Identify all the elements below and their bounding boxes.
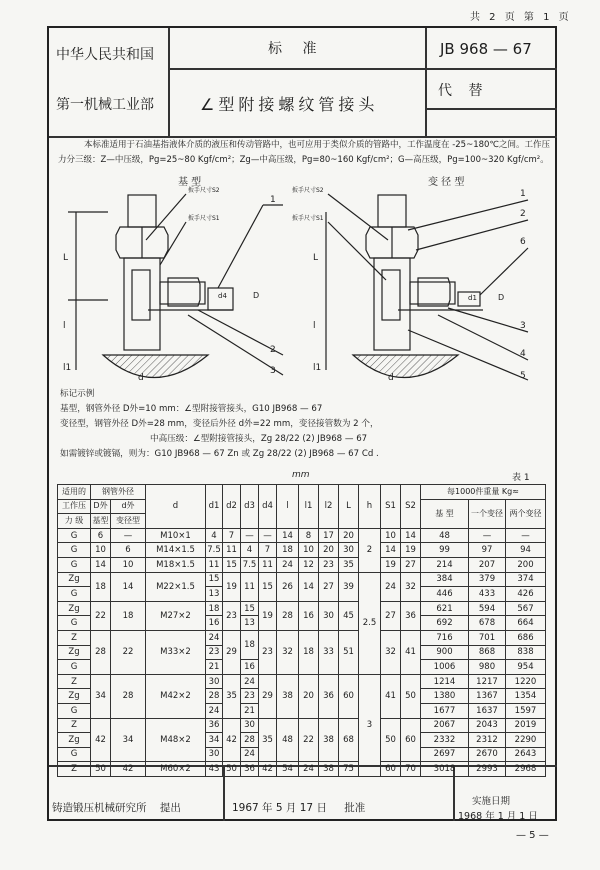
dim-d2: 29 <box>223 630 241 674</box>
divider <box>425 108 557 110</box>
table-row <box>58 557 546 572</box>
pressure-class: G <box>58 528 91 543</box>
page-count: 共 2 页 第 1 页 <box>470 12 572 23</box>
wrench-s1-label: 扳手尺寸S1 <box>292 215 324 222</box>
weight-one-reducer: 701 <box>469 630 506 645</box>
header-pressure: 工作压 <box>58 499 91 514</box>
dim-D: D <box>253 291 260 300</box>
pressure-class: Z <box>58 762 91 777</box>
weight-basic: 214 <box>421 557 469 572</box>
weight-two-reducer: 426 <box>506 587 546 602</box>
pipe-od-basic: 18 <box>91 572 111 601</box>
dim-S2: 14 <box>401 528 421 543</box>
dim-S1: 19 <box>381 557 401 572</box>
example-line: 如需镀锌或镀镉，则为：G10 JB968 — 67 Zn 或 Zg 28/22 (2) JB968 — 67 Cd . <box>60 449 379 459</box>
dim-l2: 36 <box>319 674 339 718</box>
table-row <box>58 762 546 777</box>
dim-l2: 38 <box>319 718 339 762</box>
weight-one-reducer: 594 <box>469 601 506 616</box>
weight-basic: 692 <box>421 616 469 631</box>
example-line: 基型，钢管外径 D外=10 mm：∠型附接管接头，G10 JB968 — 67 <box>60 404 323 414</box>
header-l1: l1 <box>299 485 319 529</box>
dim-d3: 36 <box>241 762 259 777</box>
weight-two-reducer: 374 <box>506 572 546 587</box>
pipe-od-reducer: 42 <box>111 762 146 777</box>
pressure-class: Zg <box>58 601 91 616</box>
pipe-od-basic: 28 <box>91 630 111 674</box>
weight-basic: 1006 <box>421 660 469 675</box>
dim-S1: 32 <box>381 630 401 674</box>
unit-label: mm <box>292 470 310 480</box>
dim-S1: 60 <box>381 762 401 777</box>
dim-L: L <box>313 253 319 263</box>
dim-l1: 18 <box>299 630 319 674</box>
weight-two-reducer: 686 <box>506 630 546 645</box>
header-d: d <box>146 485 206 529</box>
dim-d4: 19 <box>259 601 277 630</box>
weight-two-reducer: 2019 <box>506 718 546 733</box>
weight-two-reducer: 664 <box>506 616 546 631</box>
dim-d: d <box>388 373 394 383</box>
weight-one-reducer: 1367 <box>469 689 506 704</box>
dim-d3: 23 <box>241 689 259 704</box>
dim-d1: 24 <box>206 703 223 718</box>
header-weight-two: 两个变径 <box>506 499 546 528</box>
pressure-class: Zg <box>58 645 91 660</box>
dim-l: 28 <box>277 601 299 630</box>
weight-one-reducer: 678 <box>469 616 506 631</box>
dim-d1: 4 <box>206 528 223 543</box>
weight-one-reducer: 868 <box>469 645 506 660</box>
table-label: 表 1 <box>512 473 530 483</box>
pressure-class: G <box>58 543 91 558</box>
dim-D: D <box>498 293 505 302</box>
table-row <box>58 718 546 733</box>
header-S2: S2 <box>401 485 421 529</box>
weight-two-reducer: 200 <box>506 557 546 572</box>
dim-S2: 27 <box>401 557 421 572</box>
dim-l1: 22 <box>299 718 319 762</box>
dim-l: 18 <box>277 543 299 558</box>
pipe-od-reducer: 6 <box>111 543 146 558</box>
table-row <box>58 630 546 645</box>
dim-d1: 21 <box>206 660 223 675</box>
dim-S1: 50 <box>381 718 401 762</box>
dim-d1: d1 <box>468 294 477 302</box>
document-title: ∠型附接螺纹管接头 <box>200 95 379 114</box>
weight-two-reducer: 1597 <box>506 703 546 718</box>
weight-basic: 2332 <box>421 733 469 748</box>
weight-one-reducer: 433 <box>469 587 506 602</box>
thread-d: M14×1.5 <box>146 543 206 558</box>
part-label: 2 <box>520 209 526 219</box>
dim-l1: 8 <box>299 528 319 543</box>
dim-l1: 24 <box>299 762 319 777</box>
example-heading: 标记示例 <box>60 389 95 399</box>
scope-paragraph: 本标准适用于石油基指液体介质的液压和传动管路中，也可应用于类似介质的管路中，工作温度在 -25~180℃之间。工作压力分三级：Z—中压级，Pg=25~80 Kgf/cm²；Zg—中高压级，Pg=80~160 Kgf/cm²；G—高压级，Pg=100~320 Kgf/cm²。 <box>58 140 550 165</box>
dim-l: l <box>63 321 66 331</box>
dim-L: 60 <box>339 674 359 718</box>
dim-l: l <box>313 321 316 331</box>
weight-basic: 3018 <box>421 762 469 777</box>
effective-date: 1968 年 1 月 1 日 <box>458 811 538 822</box>
header-d1: d1 <box>206 485 223 529</box>
dim-d1: 13 <box>206 587 223 602</box>
dim-S1: 24 <box>381 572 401 601</box>
header-d4: d4 <box>259 485 277 529</box>
dim-d2: 23 <box>223 601 241 630</box>
reducer-type-drawing <box>292 175 528 383</box>
weight-one-reducer: 980 <box>469 660 506 675</box>
weight-one-reducer: 1217 <box>469 674 506 689</box>
divider <box>425 28 427 136</box>
approval-date: 1967 年 5 月 17 日 <box>232 802 327 814</box>
marking-examples <box>60 387 550 462</box>
pressure-class: Zg <box>58 572 91 587</box>
pressure-class: G <box>58 747 91 762</box>
dim-L: 30 <box>339 543 359 558</box>
pipe-od-reducer: 34 <box>111 718 146 762</box>
dim-d1: 7.5 <box>206 543 223 558</box>
header-weight-basic: 基 型 <box>421 499 469 528</box>
dim-L: 20 <box>339 528 359 543</box>
weight-basic: 716 <box>421 630 469 645</box>
header-d2: d2 <box>223 485 241 529</box>
dim-L: 45 <box>339 601 359 630</box>
dim-d1: 34 <box>206 733 223 748</box>
dim-d4: 11 <box>259 557 277 572</box>
dim-d3: 11 <box>241 572 259 601</box>
dim-d2: 11 <box>223 543 241 558</box>
weight-basic: 446 <box>421 587 469 602</box>
dim-d1: 43 <box>206 762 223 777</box>
pipe-od-basic: 34 <box>91 674 111 718</box>
pressure-class: Zg <box>58 733 91 748</box>
divider <box>168 68 557 70</box>
header-basic: 基型 <box>91 514 111 529</box>
weight-two-reducer: — <box>506 528 546 543</box>
approved-label: 批准 <box>344 802 366 814</box>
dim-l1: l1 <box>313 363 322 373</box>
header-weight-one: 一个变径 <box>469 499 506 528</box>
basic-type-title: 基 型 <box>178 177 202 188</box>
dim-d4: 23 <box>259 630 277 674</box>
dim-d3: 18 <box>241 630 259 659</box>
weight-one-reducer: 97 <box>469 543 506 558</box>
weight-one-reducer: 2993 <box>469 762 506 777</box>
approval <box>232 800 365 815</box>
dim-S1: 14 <box>381 543 401 558</box>
weight-basic: 1380 <box>421 689 469 704</box>
dim-l1: 14 <box>299 572 319 601</box>
weight-basic: 1214 <box>421 674 469 689</box>
dim-l: 32 <box>277 630 299 674</box>
reducer-type-title: 变 径 型 <box>428 177 465 188</box>
dim-l2: 33 <box>319 630 339 674</box>
dim-l: 26 <box>277 572 299 601</box>
header-pressure: 适用的 <box>58 485 91 500</box>
dim-d1: 28 <box>206 689 223 704</box>
part-label: 3 <box>520 321 526 331</box>
weight-basic: 2067 <box>421 718 469 733</box>
weight-two-reducer: 567 <box>506 601 546 616</box>
dim-l2: 17 <box>319 528 339 543</box>
header-pressure: 力 级 <box>58 514 91 529</box>
dim-S2: 19 <box>401 543 421 558</box>
dim-l: 14 <box>277 528 299 543</box>
dim-d3: 15 <box>241 601 259 616</box>
thread-d: M60×2 <box>146 762 206 777</box>
dim-d3: 4 <box>241 543 259 558</box>
thread-d: M42×2 <box>146 674 206 718</box>
country-name: 中华人民共和国 <box>56 47 154 63</box>
pipe-od-basic: 50 <box>91 762 111 777</box>
dim-d4: 15 <box>259 572 277 601</box>
weight-one-reducer: 2670 <box>469 747 506 762</box>
part-label: 1 <box>520 189 526 199</box>
weight-basic: 2697 <box>421 747 469 762</box>
weight-two-reducer: 2643 <box>506 747 546 762</box>
dim-L: 68 <box>339 718 359 762</box>
weight-basic: 384 <box>421 572 469 587</box>
standard-code: JB 968 — 67 <box>440 40 532 58</box>
dim-S2: 60 <box>401 718 421 762</box>
weight-two-reducer: 94 <box>506 543 546 558</box>
dim-d3: 13 <box>241 616 259 631</box>
dim-l1: 10 <box>299 543 319 558</box>
dim-S2: 70 <box>401 762 421 777</box>
dim-S1: 10 <box>381 528 401 543</box>
dim-d4: d4 <box>218 292 227 300</box>
thread-d: M27×2 <box>146 601 206 630</box>
thread-d: M22×1.5 <box>146 572 206 601</box>
pressure-class: Zg <box>58 689 91 704</box>
dim-l1: l1 <box>63 363 72 373</box>
dim-l: 54 <box>277 762 299 777</box>
dim-S2: 50 <box>401 674 421 718</box>
table-row <box>58 601 546 616</box>
wrench-s2-label: 扳手尺寸S2 <box>292 187 324 194</box>
thread-d: M33×2 <box>146 630 206 674</box>
dim-d3: 21 <box>241 703 259 718</box>
header-l: l <box>277 485 299 529</box>
header-pipe-od: 钢管外径 <box>91 485 146 500</box>
pressure-class: Z <box>58 718 91 733</box>
dimension-table <box>57 484 546 777</box>
weight-one-reducer: 207 <box>469 557 506 572</box>
dim-L: L <box>63 253 69 263</box>
pipe-od-reducer: 22 <box>111 630 146 674</box>
technical-drawing <box>48 170 556 385</box>
pipe-od-basic: 22 <box>91 601 111 630</box>
part-label: 6 <box>520 237 526 247</box>
header-d-out: d外 <box>111 499 146 514</box>
weight-one-reducer: 2043 <box>469 718 506 733</box>
wrench-s2-label: 扳手尺寸S2 <box>188 187 220 194</box>
dim-l2: 38 <box>319 762 339 777</box>
weight-two-reducer: 1354 <box>506 689 546 704</box>
header-d3: d3 <box>241 485 259 529</box>
header-reducer: 变径型 <box>111 514 146 529</box>
dim-d2: 15 <box>223 557 241 572</box>
example-line: 变径型，钢管外径 D外=28 mm，变径后外径 d外=22 mm，变径接管数为 2 个， <box>60 419 379 429</box>
pipe-od-basic: 10 <box>91 543 111 558</box>
dim-d3: 16 <box>241 660 259 675</box>
dim-d1: 30 <box>206 674 223 689</box>
thread-d: M48×2 <box>146 718 206 762</box>
ministry-name: 第一机械工业部 <box>56 97 154 113</box>
dim-S1: 41 <box>381 674 401 718</box>
weight-two-reducer: 954 <box>506 660 546 675</box>
dim-d1: 23 <box>206 645 223 660</box>
dim-d3: 30 <box>241 718 259 733</box>
dim-d4: 42 <box>259 762 277 777</box>
dim-L: 39 <box>339 572 359 601</box>
dim-l2: 27 <box>319 572 339 601</box>
basic-type-drawing <box>63 175 283 383</box>
weight-basic: 900 <box>421 645 469 660</box>
table-row <box>58 572 546 587</box>
dim-S2: 41 <box>401 630 421 674</box>
table-row <box>58 543 546 558</box>
dim-d1: 24 <box>206 630 223 645</box>
header-l2: l2 <box>319 485 339 529</box>
dim-d1: 16 <box>206 616 223 631</box>
weight-one-reducer: 379 <box>469 572 506 587</box>
header-S1: S1 <box>381 485 401 529</box>
pressure-class: G <box>58 587 91 602</box>
example-line: 中高压级：∠型附接管接头，Zg 28/22 (2) JB968 — 67 <box>150 434 368 444</box>
dim-d1: 11 <box>206 557 223 572</box>
dim-d1: 18 <box>206 601 223 616</box>
part-label: 1 <box>270 195 276 205</box>
dim-l1: 16 <box>299 601 319 630</box>
dim-d1: 36 <box>206 718 223 733</box>
dim-d2: 50 <box>223 762 241 777</box>
proposer-org <box>52 800 181 815</box>
weight-two-reducer: 2290 <box>506 733 546 748</box>
pressure-class: Z <box>58 674 91 689</box>
dim-l: 48 <box>277 718 299 762</box>
weight-one-reducer: — <box>469 528 506 543</box>
proposed-label: 提出 <box>159 802 181 814</box>
page-number: — 5 — <box>516 830 549 841</box>
dim-d3: — <box>241 528 259 543</box>
dim-d2: 35 <box>223 674 241 718</box>
divider <box>168 28 170 136</box>
dim-d4: 29 <box>259 674 277 718</box>
weight-two-reducer: 838 <box>506 645 546 660</box>
weight-basic: 48 <box>421 528 469 543</box>
pressure-class: G <box>58 703 91 718</box>
dim-d4: 7 <box>259 543 277 558</box>
dim-d4: — <box>259 528 277 543</box>
header-L: L <box>339 485 359 529</box>
dim-l2: 23 <box>319 557 339 572</box>
dim-S2: 32 <box>401 572 421 601</box>
dim-d3: 7.5 <box>241 557 259 572</box>
pipe-od-reducer: 14 <box>111 572 146 601</box>
dim-S2: 36 <box>401 601 421 630</box>
pressure-class: G <box>58 616 91 631</box>
dim-d4: 35 <box>259 718 277 762</box>
pipe-od-basic: 6 <box>91 528 111 543</box>
weight-basic: 99 <box>421 543 469 558</box>
dim-d1: 30 <box>206 747 223 762</box>
weight-basic: 621 <box>421 601 469 616</box>
dim-d3: 24 <box>241 747 259 762</box>
weight-two-reducer: 2968 <box>506 762 546 777</box>
thread-d: M10×1 <box>146 528 206 543</box>
header-weight: 每1000件重量 Kg≈ <box>421 485 546 500</box>
weight-basic: 1677 <box>421 703 469 718</box>
dim-L: 35 <box>339 557 359 572</box>
dim-d2: 7 <box>223 528 241 543</box>
pressure-class: Z <box>58 630 91 645</box>
weight-one-reducer: 1637 <box>469 703 506 718</box>
weight-two-reducer: 1220 <box>506 674 546 689</box>
effective-label: 实施日期 <box>472 796 511 807</box>
table-row <box>58 528 546 543</box>
dim-h: 2.5 <box>359 572 381 674</box>
standard-label: 标 准 <box>268 41 325 57</box>
replaces-label: 代 替 <box>438 83 489 99</box>
part-label: 4 <box>520 349 526 359</box>
pipe-od-reducer: 10 <box>111 557 146 572</box>
dim-l1: 20 <box>299 674 319 718</box>
header-h: h <box>359 485 381 529</box>
header-row <box>58 485 546 500</box>
dim-d3: 24 <box>241 674 259 689</box>
wrench-s1-label: 扳手尺寸S1 <box>188 215 220 222</box>
weight-one-reducer: 2312 <box>469 733 506 748</box>
pressure-class: G <box>58 660 91 675</box>
proposer-name: 铸造锻压机械研究所 <box>52 802 147 814</box>
dim-l2: 20 <box>319 543 339 558</box>
thread-d: M18×1.5 <box>146 557 206 572</box>
dim-l2: 30 <box>319 601 339 630</box>
pipe-od-reducer: 18 <box>111 601 146 630</box>
pipe-od-reducer: 28 <box>111 674 146 718</box>
dim-h: 3 <box>359 674 381 776</box>
dim-d3: 28 <box>241 733 259 748</box>
dim-S1: 27 <box>381 601 401 630</box>
pipe-od-basic: 14 <box>91 557 111 572</box>
pressure-class: G <box>58 557 91 572</box>
pipe-od-basic: 42 <box>91 718 111 762</box>
part-label: 5 <box>520 371 526 381</box>
dim-L: 51 <box>339 630 359 674</box>
dim-d2: 19 <box>223 572 241 601</box>
header-D-out: D外 <box>91 499 111 514</box>
dim-d: d <box>138 373 144 383</box>
dim-l1: 12 <box>299 557 319 572</box>
pipe-od-reducer: — <box>111 528 146 543</box>
dim-d2: 42 <box>223 718 241 762</box>
part-label: 3 <box>270 366 276 376</box>
dim-l: 24 <box>277 557 299 572</box>
dim-h: 2 <box>359 528 381 572</box>
dim-l: 38 <box>277 674 299 718</box>
table-row <box>58 674 546 689</box>
dim-L: 75 <box>339 762 359 777</box>
part-label: 2 <box>270 345 276 355</box>
dim-d1: 15 <box>206 572 223 587</box>
